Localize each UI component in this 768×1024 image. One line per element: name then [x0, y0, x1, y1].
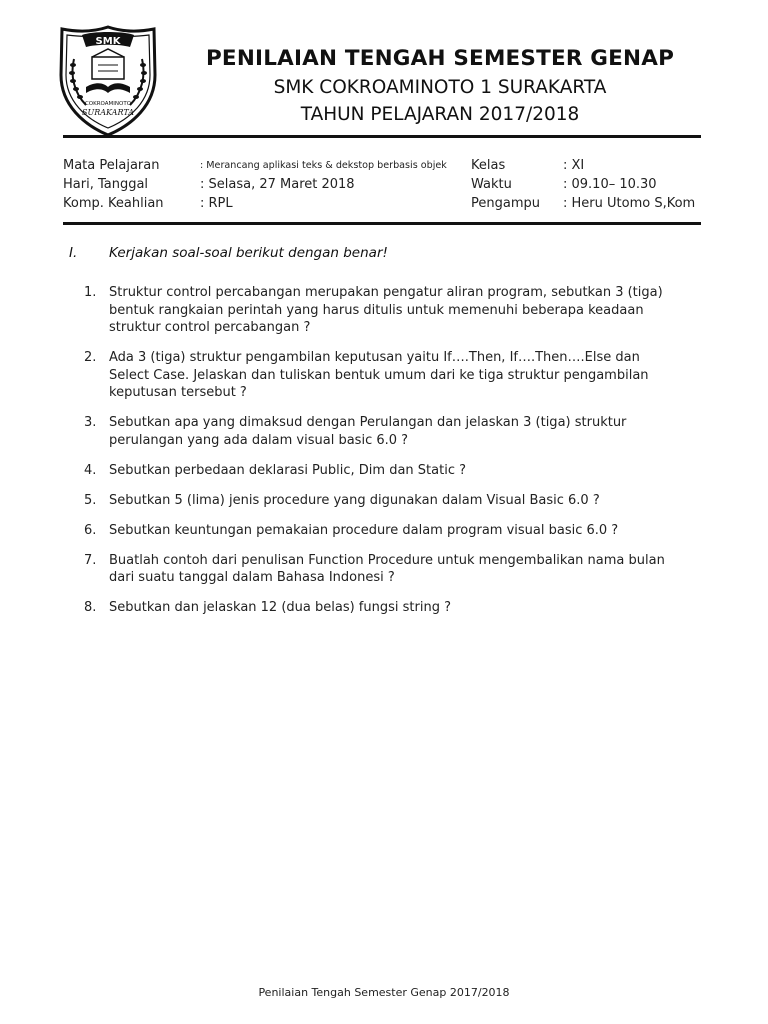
question-item [84, 552, 704, 587]
info-label: Kelas [471, 158, 506, 173]
info-value: : XI [563, 158, 585, 173]
question-number: 2. [84, 350, 97, 365]
info-value: : 09.10– 10.30 [563, 177, 657, 192]
info-label: Pengampu [471, 196, 540, 211]
question-line: Sebutkan dan jelaskan 12 (dua belas) fungsi string ? [109, 600, 451, 615]
question-number: 3. [84, 415, 97, 430]
question-line: perulangan yang ada dalam visual basic 6.0 ? [109, 432, 409, 448]
question-item [84, 284, 704, 337]
academic-year: TAHUN PELAJARAN 2017/2018 [300, 104, 580, 125]
question-number: 6. [84, 522, 97, 538]
info-value: : Merancang aplikasi teks & dekstop berbasis objek [200, 160, 447, 171]
header-divider [63, 135, 701, 138]
svg-text:SURAKARTA: SURAKARTA [81, 108, 135, 117]
question-line: Select Case. Jelaskan dan tuliskan bentuk umum dari ke tiga struktur pengambilan [109, 367, 649, 383]
section-number: I. [69, 245, 78, 261]
info-row-subject [63, 158, 703, 177]
info-row-date [63, 177, 703, 196]
info-label: Mata Pelajaran [63, 158, 160, 173]
question-item [84, 414, 704, 449]
school-name: SMK COKROAMINOTO 1 SURAKARTA [273, 77, 607, 98]
info-label: Waktu [471, 177, 512, 192]
exam-title: PENILAIAN TENGAH SEMESTER GENAP [205, 46, 675, 71]
question-line: Sebutkan keuntungan pemakaian procedure dalam program visual basic 6.0 ? [109, 522, 619, 538]
question-line: Sebutkan 5 (lima) jenis procedure yang digunakan dalam Visual Basic 6.0 ? [109, 492, 600, 508]
question-line: keputusan tersebut ? [109, 385, 247, 400]
info-row-competency [63, 196, 703, 215]
question-item [84, 599, 704, 617]
question-item [84, 349, 704, 402]
question-number: 1. [84, 285, 97, 300]
question-item [84, 492, 704, 510]
info-value: : Heru Utomo S,Kom [563, 196, 696, 211]
question-line: Buatlah contoh dari penulisan Function Procedure untuk mengembalikan nama bulan [109, 552, 665, 568]
question-line: Struktur control percabangan merupakan pengatur aliran program, sebutkan 3 (tiga) [109, 285, 663, 300]
logo-top-text: SMK [95, 36, 121, 47]
question-list [84, 284, 704, 629]
question-number: 5. [84, 492, 97, 508]
question-number: 4. [84, 462, 97, 478]
question-line: Ada 3 (tiga) struktur pengambilan keputusan yaitu If….Then, If….Then….Else dan [109, 350, 640, 365]
question-line: bentuk rangkaian perintah yang harus ditulis untuk memenuhi beberapa keadaan [109, 302, 644, 318]
document-header [160, 44, 720, 128]
exam-info-table [63, 158, 703, 215]
info-value: : Selasa, 27 Maret 2018 [200, 177, 355, 192]
question-line: struktur control percabangan ? [109, 320, 311, 335]
question-line: Sebutkan perbedaan deklarasi Public, Dim dan Static ? [109, 462, 467, 478]
question-line: dari suatu tanggal dalam Bahasa Indonesi ? [109, 570, 395, 585]
info-label: Komp. Keahlian [63, 196, 164, 211]
smk-school-emblem-icon [58, 25, 158, 137]
question-number: 8. [84, 600, 97, 615]
section-instruction: Kerjakan soal-soal berikut dengan benar! [109, 245, 388, 261]
info-divider [63, 222, 701, 225]
question-item [84, 522, 704, 540]
question-line: Sebutkan apa yang dimaksud dengan Perulangan dan jelaskan 3 (tiga) struktur [109, 415, 627, 430]
question-number: 7. [84, 552, 97, 568]
info-value: : RPL [200, 196, 233, 211]
page-footer: Penilaian Tengah Semester Genap 2017/2018 [258, 986, 510, 999]
svg-text:COKROAMINOTO: COKROAMINOTO [84, 101, 132, 107]
question-item [84, 462, 704, 480]
info-label: Hari, Tanggal [63, 177, 149, 192]
